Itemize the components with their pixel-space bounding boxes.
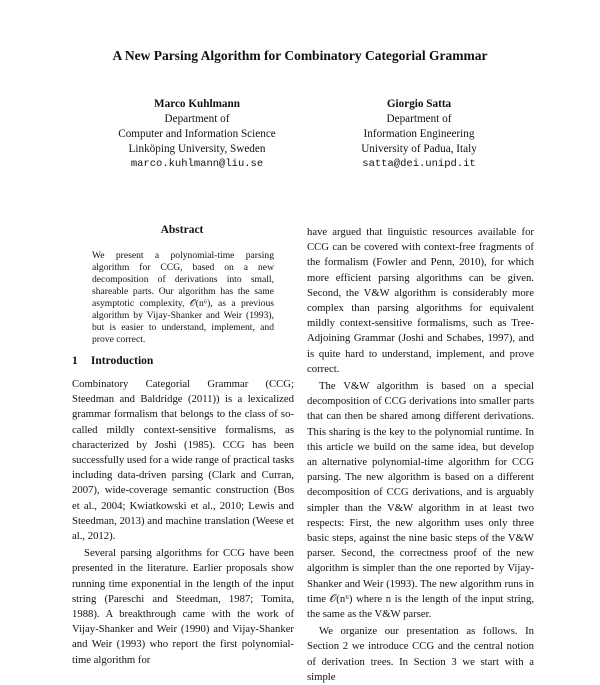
- author-name: Giorgio Satta: [386, 98, 452, 110]
- author-name: Marco Kuhlmann: [154, 98, 240, 110]
- author-block-1: [82, 97, 312, 172]
- author-email[interactable]: satta@dei.unipd.it: [362, 158, 476, 170]
- left-column-body: [72, 377, 294, 668]
- paragraph: The V&W algorithm is based on a special decomposition of CCG derivations into smaller parts that can then be shared among different derivations. This sharing is the key to the polynomial runtime. In this article we build on the same idea, but develop an alternative polynomial-time algorithm for CCG parsing. The new algorithm is based on a different decomposition of CCG derivations, and is arguably simpler than the V&W algorithm in at least two respects: First, the new algorithm uses only three basic steps, against the nine basic steps of the V&W parser. Second, the correctness proof of the new algorithm is simpler than the one reported by Vijay-Shanker and Weir (1993). The new algorithm runs in time 𝒪(n⁶) where n is the length of the input string, the same as the V&W parser.: [307, 380, 534, 621]
- author-block-2: [304, 97, 534, 172]
- author-department-name: Computer and Information Science: [118, 128, 276, 140]
- paragraph: Combinatory Categorial Grammar (CCG; Steedman and Baldridge (2011)) is a lexicalized grammar formalism that belongs to the class of so-called mildly context-sensitive formalisms, as characterized by Joshi (1985). CCG has been successfully used for a wide range of practical tasks including data-driven parsing (Clark and Curran, 2007), wide-coverage semantic construction (Bos et al., 2004; Kwiatkowski et al., 2010; Lewis and Steedman, 2013) and machine translation (Weese et al., 2012).: [72, 378, 294, 543]
- section-number: 1: [72, 355, 78, 367]
- author-department: Department of: [386, 113, 452, 125]
- author-department-name: Information Engineering: [363, 128, 475, 140]
- paragraph: Several parsing algorithms for CCG have been presented in the literature. Earlier proposals show running time exponential in the length of the input string (Pareschi and Steedman, 1987; Tomita, 1988). A breakthrough came with the work of Vijay-Shanker and Weir (1990) and Vijay-Shanker and Weir (1993) who report the first polynomial-time algorithm for: [72, 547, 294, 666]
- paper-title: A New Parsing Algorithm for Combinatory Categorial Grammar: [112, 48, 488, 63]
- paragraph: We organize our presentation as follows. In Section 2 we introduce CCG and the central notion of derivation trees. In Section 3 we start with a simple: [307, 625, 534, 683]
- section-heading: [72, 355, 292, 367]
- section-title: Introduction: [90, 355, 154, 367]
- paragraph: have argued that linguistic resources available for CCG can be covered with context-free fragments of the formalism (Fowler and Penn, 2010), for which more efficient parsing algorithms can be given. Second, the V&W algorithm is considerably more complex than parsing algorithms for equivalent mildly context-sensitive formalisms, such as Tree-Adjoining Grammar (Joshi and Schabes, 1997), and is quite hard to understand, implement, and prove correct.: [307, 226, 534, 375]
- author-email[interactable]: marco.kuhlmann@liu.se: [130, 158, 264, 170]
- author-department: Department of: [164, 113, 230, 125]
- abstract-text: We present a polynomial-time parsing algorithm for CCG, based on a new decomposition of derivations into small, shareable parts. Our algorithm has the same asymptotic complexity, 𝒪(n⁶), as a previous algorithm by Vijay-Shanker and Weir (1993), but is easier to understand, implement, and prove correct.: [92, 250, 274, 345]
- author-university: University of Padua, Italy: [361, 143, 477, 155]
- right-column-body: [307, 225, 534, 685]
- author-university: Linköping University, Sweden: [128, 143, 266, 155]
- abstract-heading: Abstract: [160, 224, 204, 236]
